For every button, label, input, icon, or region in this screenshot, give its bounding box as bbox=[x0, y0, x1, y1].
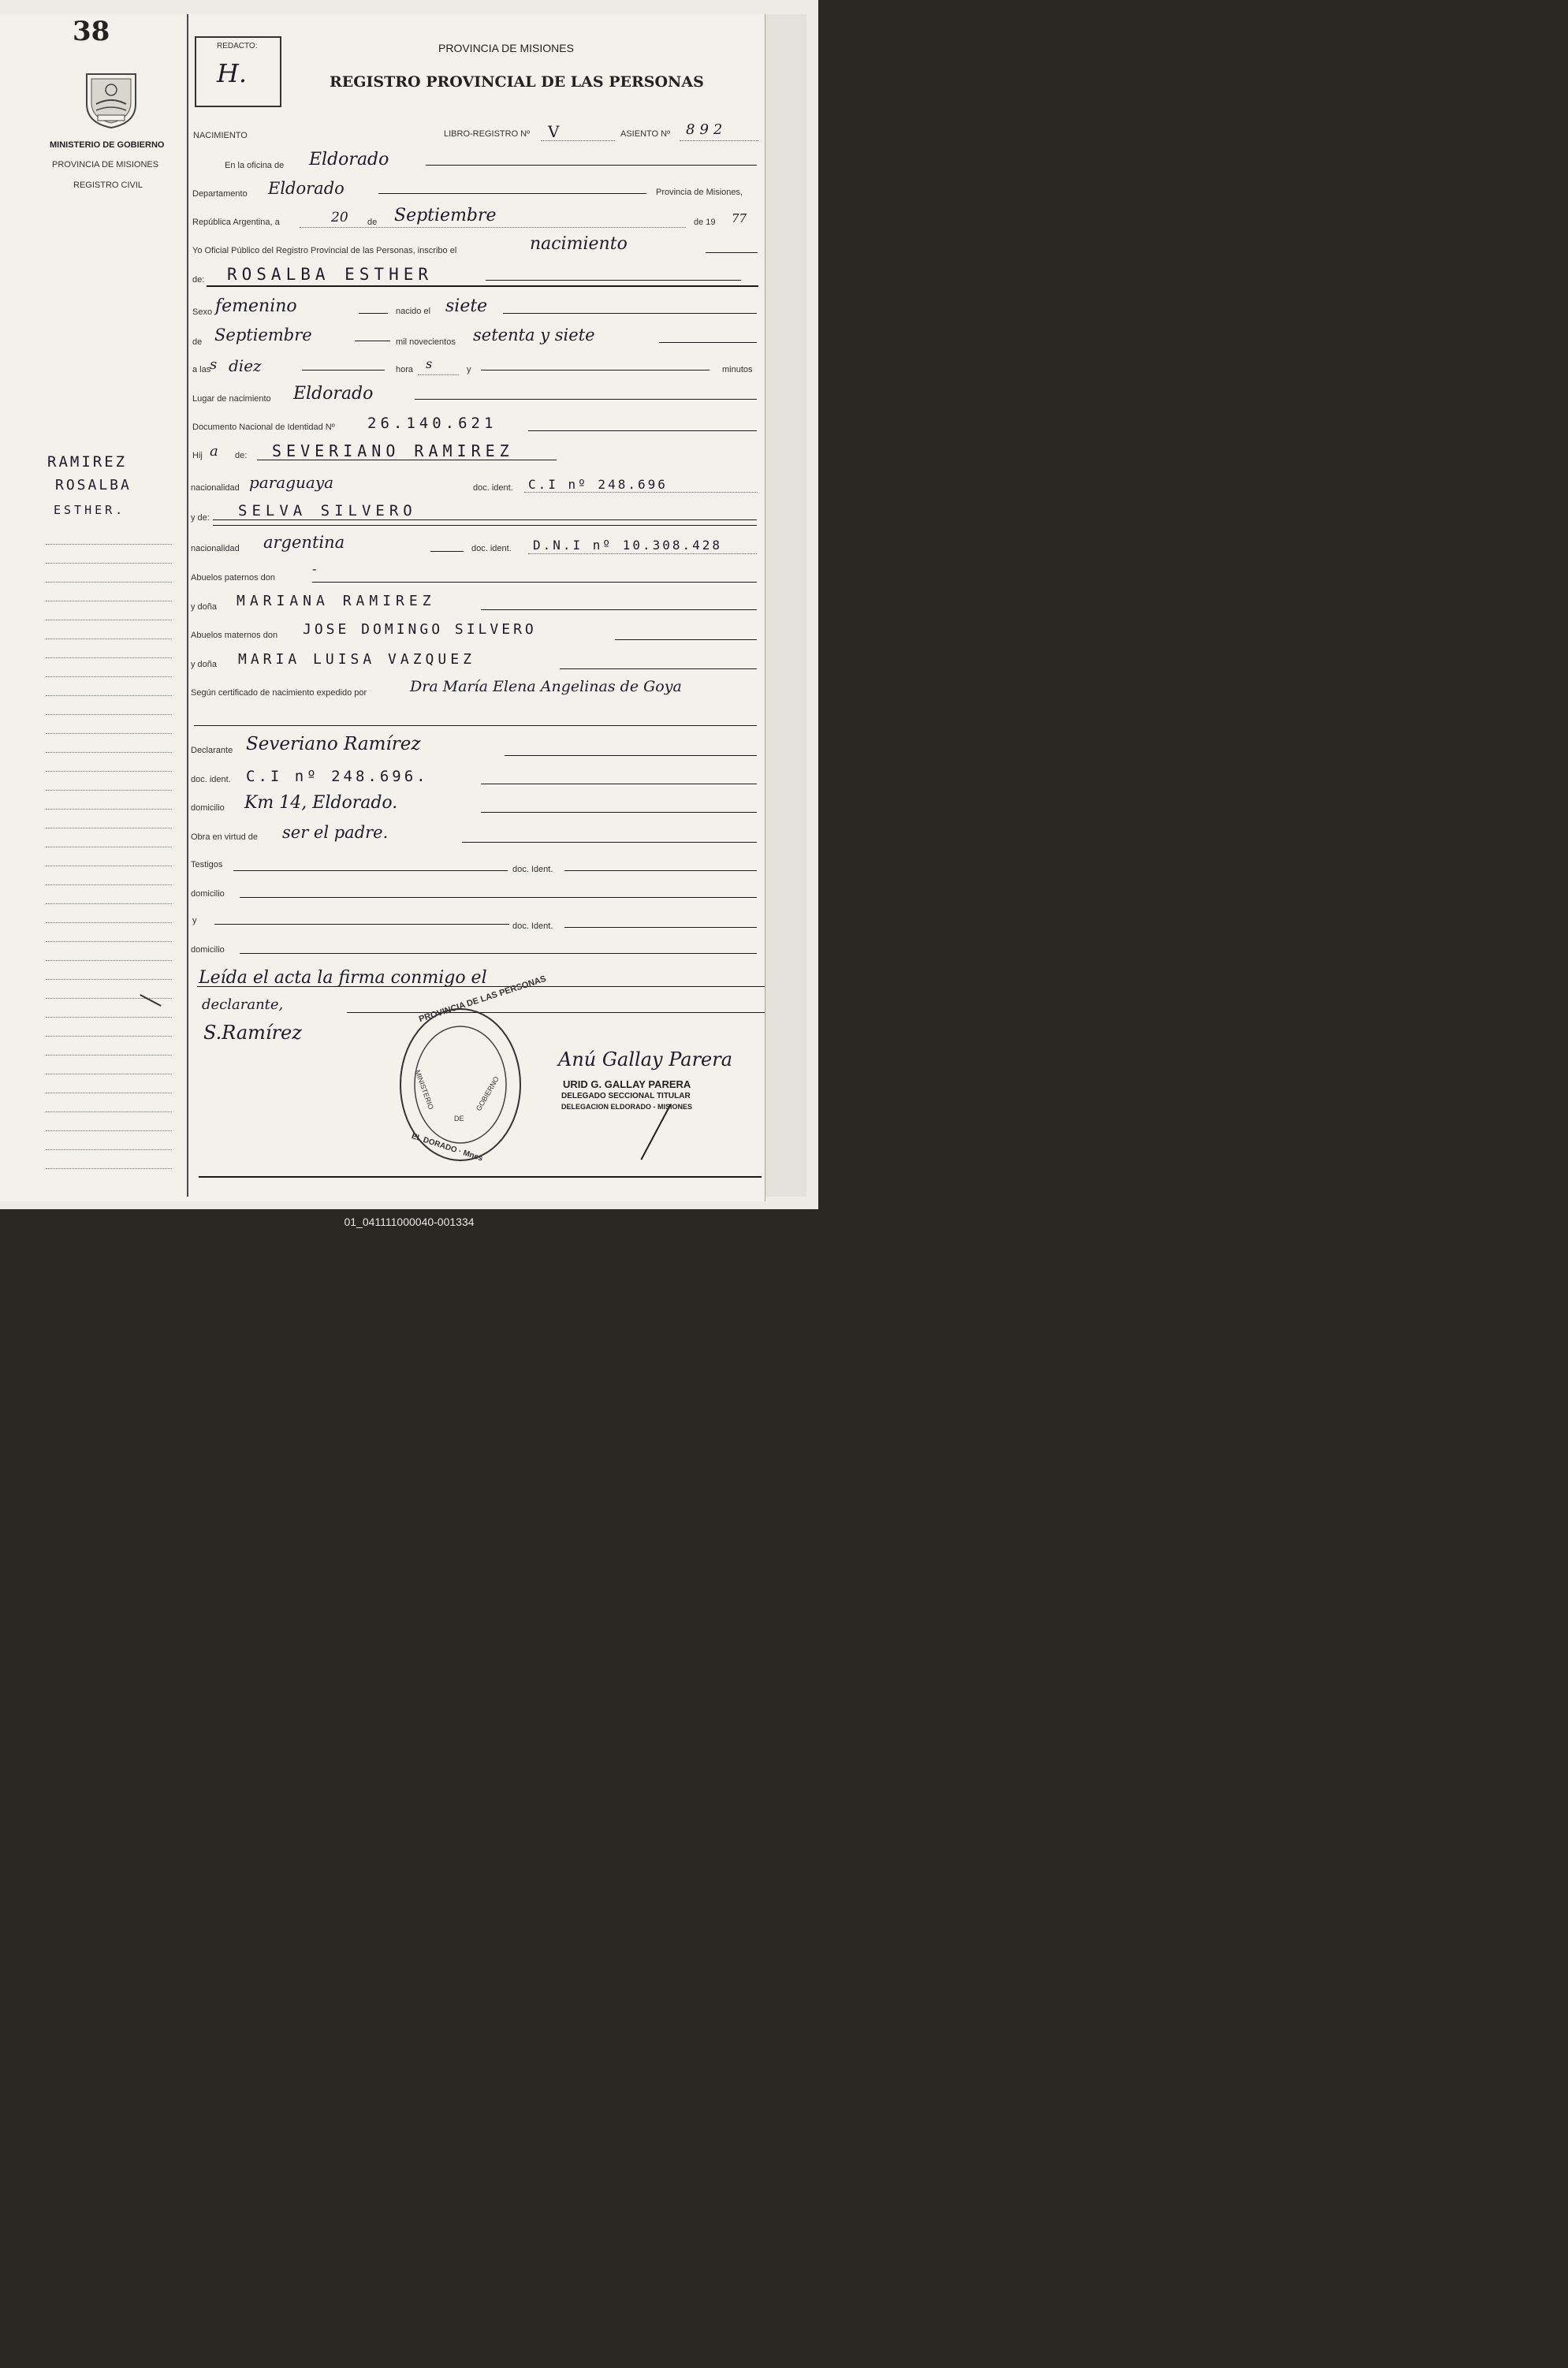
margin-note-surname: RAMIREZ bbox=[47, 453, 128, 471]
registry-title-header: REGISTRO PROVINCIAL DE LAS PERSONAS bbox=[330, 73, 704, 91]
margin-rule bbox=[46, 1111, 172, 1112]
nac-mes-value: Septiembre bbox=[214, 326, 312, 344]
hij-suffix-value: a bbox=[210, 443, 218, 460]
folio-number: 38 bbox=[73, 16, 110, 47]
libro-label: LIBRO-REGISTRO Nº bbox=[444, 129, 531, 139]
dni-label: Documento Nacional de Identidad Nº bbox=[192, 423, 335, 432]
rule bbox=[564, 870, 757, 871]
y-label: y bbox=[467, 365, 471, 374]
padre-value: SEVERIANO RAMIREZ bbox=[272, 441, 514, 460]
nac-madre-value: argentina bbox=[263, 533, 345, 552]
hora-label: hora bbox=[396, 365, 414, 374]
dotted-line bbox=[524, 492, 758, 493]
record-type: NACIMIENTO bbox=[193, 131, 248, 140]
mes-value: Septiembre bbox=[394, 206, 497, 225]
rule bbox=[462, 842, 757, 843]
dotted-line bbox=[541, 140, 615, 141]
padre-de-label: de: bbox=[235, 451, 248, 460]
libro-value: V bbox=[548, 122, 560, 141]
abuelo-p-value: - bbox=[312, 561, 317, 576]
asiento-value: 892 bbox=[686, 121, 728, 138]
note-line-1: Leída el acta la firma conmigo el bbox=[199, 968, 487, 988]
sexo-value: femenino bbox=[215, 296, 297, 316]
rule bbox=[430, 551, 464, 552]
domicilio-label: domicilio bbox=[191, 803, 225, 813]
margin-note-first: ROSALBA bbox=[55, 477, 132, 493]
lugar-label: Lugar de nacimiento bbox=[192, 394, 271, 404]
dotted-line bbox=[300, 227, 686, 228]
republica-label: República Argentina, a bbox=[192, 218, 280, 227]
rule bbox=[564, 927, 757, 928]
asiento-label: ASIENTO Nº bbox=[620, 129, 671, 139]
testigo2-doc-label: doc. Ident. bbox=[512, 922, 553, 931]
margin-rule bbox=[46, 657, 172, 658]
de-label: de bbox=[367, 218, 378, 227]
margin-rule bbox=[46, 922, 172, 923]
dni-value: 26.140.621 bbox=[367, 415, 497, 432]
margin-rule bbox=[46, 998, 172, 999]
rule bbox=[528, 430, 757, 431]
declarant-signature: S.Ramírez bbox=[203, 1022, 302, 1044]
testigo2-y-label: y bbox=[192, 916, 197, 925]
stamp-bottom-text: EL DORADO · Mnes bbox=[410, 1132, 484, 1164]
departamento-value: Eldorado bbox=[268, 179, 345, 198]
doc-madre-value: D.N.I nº 10.308.428 bbox=[533, 538, 723, 553]
madre-de-label: y de: bbox=[191, 513, 210, 523]
rule bbox=[481, 812, 757, 813]
redacto-value: H. bbox=[217, 58, 248, 88]
lugar-value: Eldorado bbox=[293, 384, 374, 404]
abuelo-m-value: JOSE DOMINGO SILVERO bbox=[303, 621, 537, 638]
margin-rule bbox=[46, 752, 172, 753]
rule bbox=[213, 525, 757, 526]
anio-value: 77 bbox=[732, 211, 747, 225]
rule bbox=[240, 897, 757, 898]
oficina-label: En la oficina de bbox=[225, 161, 285, 170]
certificado-value: Dra María Elena Angelinas de Goya bbox=[410, 678, 682, 695]
margin-rule bbox=[46, 733, 172, 734]
hora-value: diez bbox=[229, 356, 262, 375]
stamp-inner-2: DE bbox=[454, 1115, 464, 1123]
margin-rule bbox=[46, 1036, 172, 1037]
rule bbox=[615, 639, 757, 640]
testigo2-dom-label: domicilio bbox=[191, 945, 225, 955]
mil-label: mil novecientos bbox=[396, 337, 456, 347]
margin-rule bbox=[46, 1130, 172, 1131]
stamp-outer-text: PROVINCIA DE LAS PERSONAS bbox=[418, 974, 548, 1025]
rule bbox=[213, 519, 757, 520]
hora-n-value: s bbox=[426, 356, 433, 371]
nombre-de-label: de: bbox=[192, 275, 205, 285]
ministry-title: MINISTERIO DE GOBIERNO bbox=[50, 140, 165, 150]
rule bbox=[560, 668, 757, 669]
abuela-m-label: y doña bbox=[191, 660, 218, 669]
abuela-p-value: MARIANA RAMIREZ bbox=[237, 593, 436, 609]
doc-padre-label: doc. ident. bbox=[473, 483, 513, 493]
rule bbox=[359, 313, 388, 314]
column-divider bbox=[187, 14, 188, 1197]
alas-label: a las bbox=[192, 365, 211, 374]
rule bbox=[378, 193, 646, 194]
dotted-line bbox=[680, 140, 758, 141]
departamento-label: Departamento bbox=[192, 189, 248, 199]
margin-rule bbox=[46, 809, 172, 810]
rule bbox=[240, 953, 757, 954]
doc-madre-label: doc. ident. bbox=[471, 544, 512, 553]
margin-rule bbox=[46, 544, 172, 545]
dia-value: 20 bbox=[331, 210, 348, 225]
official-name: URID G. GALLAY PARERA bbox=[563, 1078, 691, 1090]
domicilio-value: Km 14, Eldorado. bbox=[244, 793, 398, 813]
margin-rule bbox=[46, 1017, 172, 1018]
coat-of-arms-icon bbox=[80, 68, 142, 131]
nac-anio-value: setenta y siete bbox=[473, 326, 595, 344]
rule bbox=[481, 609, 757, 610]
rule bbox=[503, 313, 757, 314]
margin-rule bbox=[46, 714, 172, 715]
margin-rule bbox=[46, 563, 172, 564]
nacido-value: siete bbox=[445, 296, 488, 316]
rule bbox=[197, 986, 765, 987]
rule bbox=[312, 582, 757, 583]
madre-value: SELVA SILVERO bbox=[238, 502, 417, 519]
province-header: PROVINCIA DE MISIONES bbox=[438, 42, 574, 54]
rule bbox=[214, 924, 509, 925]
registry-title: REGISTRO CIVIL bbox=[73, 181, 143, 190]
rule bbox=[659, 342, 757, 343]
province-title: PROVINCIA DE MISIONES bbox=[52, 160, 159, 169]
doc-decl-label: doc. ident. bbox=[191, 775, 231, 784]
oficial-label: Yo Oficial Público del Registro Provincial de las Personas, inscribo el bbox=[192, 246, 457, 255]
margin-rule bbox=[46, 960, 172, 961]
inscribe-value: nacimiento bbox=[530, 234, 628, 254]
testigo1-doc-label: doc. Ident. bbox=[512, 865, 553, 874]
testigo1-dom-label: domicilio bbox=[191, 889, 225, 899]
testigos-label: Testigos bbox=[191, 860, 223, 869]
hij-label: Hij bbox=[192, 451, 203, 460]
oficina-value: Eldorado bbox=[309, 150, 389, 169]
official-signature: Anú Gallay Parera bbox=[558, 1048, 733, 1070]
rule bbox=[426, 165, 757, 166]
page-edge bbox=[763, 14, 806, 1197]
margin-rule bbox=[46, 884, 172, 885]
obra-label: Obra en virtud de bbox=[191, 832, 258, 842]
margin-rule bbox=[46, 1055, 172, 1056]
abuelos-m-label: Abuelos maternos don bbox=[191, 631, 278, 640]
nac-madre-label: nacionalidad bbox=[191, 544, 240, 553]
nombre-value: ROSALBA ESTHER bbox=[227, 265, 434, 284]
official-role: DELEGADO SECCIONAL TITULAR bbox=[561, 1092, 691, 1100]
margin-rule bbox=[46, 790, 172, 791]
dotted-line bbox=[418, 374, 459, 375]
margin-rule bbox=[46, 903, 172, 904]
dotted-line bbox=[528, 553, 757, 554]
image-code: 01_041111000040-001334 bbox=[344, 1216, 475, 1228]
margin-rule bbox=[46, 1149, 172, 1150]
provincia-label: Provincia de Misiones, bbox=[656, 188, 743, 197]
margin-note-middle: ESTHER. bbox=[54, 503, 126, 517]
rule bbox=[207, 285, 758, 287]
declarante-value: Severiano Ramírez bbox=[246, 734, 421, 754]
segun-label: Según certificado de nacimiento expedido por bbox=[191, 688, 367, 698]
doc-decl-value: C.I nº 248.696. bbox=[246, 768, 429, 785]
rule bbox=[194, 725, 757, 726]
hora-pre-value: s bbox=[210, 356, 218, 373]
scanned-sheet bbox=[0, 0, 818, 1209]
rule bbox=[486, 280, 741, 281]
margin-rule bbox=[46, 979, 172, 980]
rule bbox=[706, 252, 758, 253]
stamp-inner-3: GOBIERNO bbox=[475, 1074, 501, 1112]
nacido-label: nacido el bbox=[396, 307, 431, 316]
redacto-label: REDACTO: bbox=[217, 42, 258, 50]
nac-padre-label: nacionalidad bbox=[191, 483, 240, 493]
stamp-inner-1: MINISTERIO bbox=[413, 1069, 435, 1111]
declarante-label: Declarante bbox=[191, 746, 233, 755]
image-footer bbox=[0, 1209, 818, 1236]
margin-rule bbox=[46, 771, 172, 772]
abuela-p-label: y doña bbox=[191, 602, 218, 612]
margin-rule bbox=[46, 941, 172, 942]
abuelos-p-label: Abuelos paternos don bbox=[191, 573, 276, 583]
rule bbox=[233, 870, 508, 871]
note-line-2: declarante, bbox=[202, 996, 284, 1013]
rule bbox=[199, 1176, 762, 1178]
minutos-label: minutos bbox=[722, 365, 753, 374]
margin-rule bbox=[46, 1168, 172, 1169]
margin-rule bbox=[46, 695, 172, 696]
de19-label: de 19 bbox=[694, 218, 716, 227]
margin-rule bbox=[46, 676, 172, 677]
nac-padre-value: paraguaya bbox=[249, 473, 334, 492]
nac-de-label: de bbox=[192, 337, 203, 347]
official-stamp bbox=[397, 974, 548, 1164]
sexo-label: Sexo bbox=[192, 307, 213, 317]
official-office: DELEGACION ELDORADO - MISIONES bbox=[561, 1103, 693, 1111]
rule bbox=[415, 399, 757, 400]
obra-value: ser el padre. bbox=[282, 823, 389, 842]
rule bbox=[505, 755, 757, 756]
doc-padre-value: C.I nº 248.696 bbox=[528, 477, 668, 492]
abuela-m-value: MARIA LUISA VAZQUEZ bbox=[238, 651, 475, 668]
margin-rule bbox=[46, 582, 172, 583]
